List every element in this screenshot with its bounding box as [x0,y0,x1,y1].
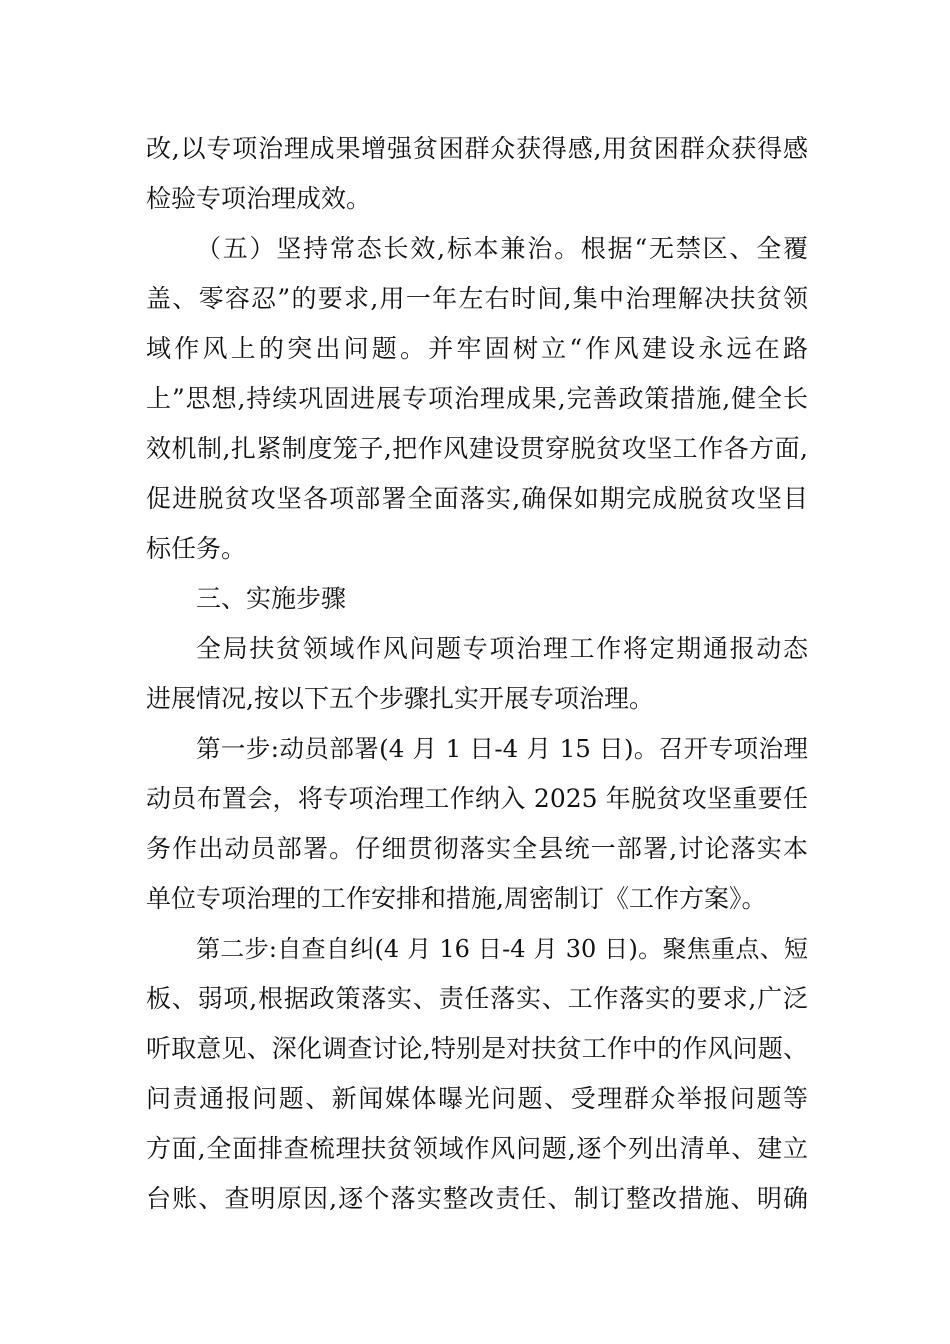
text-line: 台账、查明原因,逐个落实整改责任、制订整改措施、明确 [146,1184,808,1213]
text-line: 单位专项治理的工作安排和措施,周密制订《工作方案》。 [146,884,767,913]
text-line: 方面,全面排查梳理扶贫领域作风问题,逐个列出清单、建立 [146,1134,808,1163]
text-line: 第二步:自查自纠(4 月 16 日-4 月 30 日)。聚焦重点、短 [196,935,808,963]
text-line: 问责通报问题、新闻媒体曝光问题、受理群众举报问题等 [146,1084,808,1113]
text-line: 动员布置会，将专项治理工作纳入 2025 年脱贫攻坚重要任 [146,784,808,813]
text-line: 改,以专项治理成果增强贫困群众获得感,用贫困群众获得感 [146,134,808,163]
text-line: 效机制,扎紧制度笼子,把作风建设贯穿脱贫攻坚工作各方面, [146,434,808,463]
text-line: 标任务。 [146,534,247,563]
text-line: 盖、零容忍”的要求,用一年左右时间,集中治理解决扶贫领 [146,284,808,313]
text-line: 听取意见、深化调查讨论,特别是对扶贫工作中的作风问题、 [146,1034,808,1063]
text-line: 上”思想,持续巩固进展专项治理成果,完善政策措施,健全长 [146,384,808,413]
text-line: 检验专项治理成效。 [146,184,372,213]
text-line: 板、弱项,根据政策落实、责任落实、工作落实的要求,广泛 [146,984,808,1013]
text-line: 进展情况,按以下五个步骤扎实开展专项治理。 [146,684,654,713]
section-heading: 三、实施步骤 [196,584,347,613]
document-body [146,124,808,1224]
text-line: 全局扶贫领域作风问题专项治理工作将定期通报动态 [196,634,808,663]
text-line: 第一步:动员部署(4 月 1 日-4 月 15 日)。召开专项治理 [196,734,808,763]
text-line: 促进脱贫攻坚各项部署全面落实,确保如期完成脱贫攻坚目 [146,484,808,513]
text-line: （五）坚持常态长效,标本兼治。根据“无禁区、全覆 [196,234,808,263]
text-line: 域作风上的突出问题。并牢固树立“作风建设永远在路 [146,334,808,363]
text-line: 务作出动员部署。仔细贯彻落实全县统一部署,讨论落实本 [146,834,808,863]
